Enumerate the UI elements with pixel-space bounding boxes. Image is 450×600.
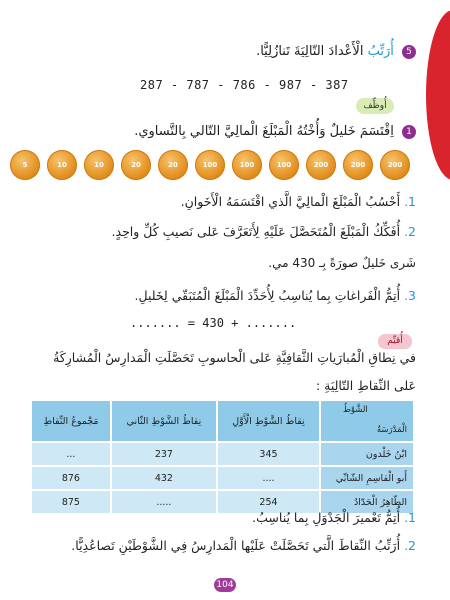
corner-label-round: الشَّوْطُ [343,405,368,415]
question-text: أُتِمُّ تَعْميرَ الْجَدْوَلِ بِما يُناسِبُ. [252,510,401,525]
coin: 100 [195,150,225,180]
coin: 10 [47,150,77,180]
coin: 200 [343,150,373,180]
exercise-text: الْأَعْدادَ التّالِيَةَ تَنازُلِيًّا. [256,44,364,59]
exercise-badge: 1 [402,125,416,139]
coin: 20 [121,150,151,180]
question-number: 3. [404,288,416,303]
numbers-list: 287 - 787 - 786 - 987 - 387 [140,78,349,92]
school-name: أَبو الْقاسِمِ الشّابِّي [320,466,414,490]
table-row [31,442,414,466]
school-name: ابْنُ خَلْدون [320,442,414,466]
coin: 100 [232,150,262,180]
coin: 5 [10,150,40,180]
points-table [30,399,415,515]
final-question-2 [71,538,416,553]
question-number: 1. [404,194,416,209]
statement: شَرى خَليلٌ صورَةً بِـ 430 مي. [268,256,416,270]
question-number: 2. [404,224,416,239]
table-header: نِقاطُ الشَّوْطِ الثّاني [111,400,217,442]
coin: 10 [84,150,114,180]
table-cell: .... [217,466,320,490]
coin: 200 [306,150,336,180]
question-number: 2. [404,538,416,553]
coin: 100 [269,150,299,180]
exercise-5 [256,44,416,59]
table-row [31,466,414,490]
table-cell: 875 [31,490,111,514]
table-corner-cell [320,400,414,442]
coin: 20 [158,150,188,180]
question-1 [181,194,416,209]
table-header-row [31,400,414,442]
question-2 [112,224,416,239]
table-cell: 254 [217,490,320,514]
table-cell: 237 [111,442,217,466]
exercise-badge: 5 [402,45,416,59]
equation: ....... = 430 + ....... [130,316,297,330]
table-cell: ..... [111,490,217,514]
coin: 200 [380,150,410,180]
chapter-tab [426,10,450,180]
corner-label-school: الْمَدْرَسَةُ [376,425,407,435]
question-number: 1. [404,510,416,525]
question-3 [135,288,417,303]
section-tag-evaluate: أُقيِّم [378,334,412,349]
table-header: مَجْموعُ النِّقاطِ [31,400,111,442]
section-tag-apply: أُوظِّف [356,98,394,114]
question-text: أُفَكِّكُ الْمَبْلَغَ الْمُتَحَصَّلَ عَلَيْهِ لِأَتَعَرَّفَ عَلى نَصيبِ كُلِّ واحِدٍ. [111,224,401,239]
question-text: أَحْسُبُ الْمَبْلَغَ الْمالِيَّ الَّذي اقْتَسَمَهُ الْأَخَوانِ. [180,194,401,209]
exercise-text: اِقْتَسَمَ خَليلٌ وَأُخْتُهُ الْمَبْلَغَ الْمالِيَّ التّالي بِالتَّساوي. [134,124,394,139]
page-number: 104 [214,578,236,592]
exercise-verb: أُرَتِّبُ [367,44,394,59]
question-text: أُتِمُّ الْفَراغاتِ بِما يُناسِبُ لِأُحَدِّدَ الْمَبْلَغَ الْمُتَبَقّي لِخَليلِ. [134,288,401,303]
table-header: نِقاطُ الشَّوْطِ الْأَوَّلِ [217,400,320,442]
question-text: أُرَتِّبُ النِّقاطَ الَّتي تَحَصَّلَتْ عَلَيْها الْمَدارِسُ فِي الشَّوْطَيْنِ تَصاعُدِيًّا. [71,538,401,553]
school-name: الطّاهِرُ الْحَدّادُ [320,490,414,514]
table-cell: 876 [31,466,111,490]
table-cell: 432 [111,466,217,490]
table-cell: ... [31,442,111,466]
evaluation-line-1: في نِطاقِ الْمُبارَياتِ الثَّقافِيَّةِ عَلى الْحاسوبِ تَحَصَّلَتِ الْمَدارِسُ الْمُشارِكَةُ [53,350,416,365]
table-cell: 345 [217,442,320,466]
exercise-1 [134,124,416,139]
coins-row [10,150,410,180]
evaluation-line-2: عَلى النِّقاطِ التّالِيَةِ : [315,378,416,393]
final-question-1 [252,510,416,525]
